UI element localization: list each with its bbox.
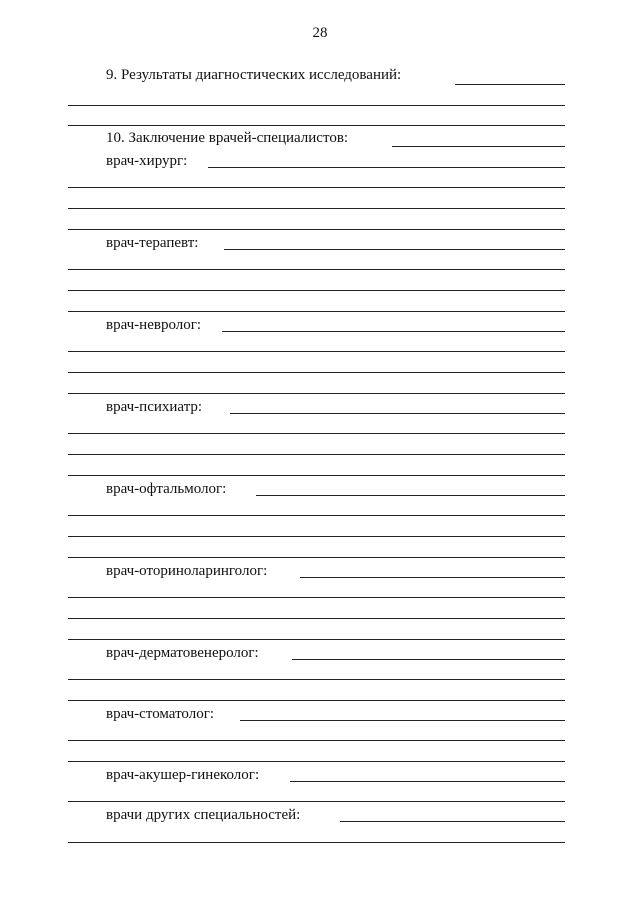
- psychiatrist-line[interactable]: [68, 475, 565, 476]
- psychiatrist-line[interactable]: [68, 433, 565, 434]
- ophthalmologist-line[interactable]: [256, 495, 565, 496]
- ophthalmologist-line[interactable]: [68, 536, 565, 537]
- surgeon-line[interactable]: [68, 187, 565, 188]
- section-10-line[interactable]: [392, 146, 565, 147]
- surgeon-line[interactable]: [68, 229, 565, 230]
- ophthalmologist-line[interactable]: [68, 557, 565, 558]
- dentist-line[interactable]: [240, 720, 565, 721]
- section-9-title: 9. Результаты диагностических исследований:: [106, 67, 402, 83]
- section-10-title: 10. Заключение врачей-специалистов:: [106, 130, 349, 146]
- dentist-line[interactable]: [68, 761, 565, 762]
- otorhinolaryngologist-line[interactable]: [300, 577, 565, 578]
- surgeon-line[interactable]: [68, 208, 565, 209]
- therapist-label: врач-терапевт:: [106, 235, 199, 251]
- otorhinolaryngologist-line[interactable]: [68, 639, 565, 640]
- dermatovenerologist-line[interactable]: [68, 679, 565, 680]
- neurologist-label: врач-невролог:: [106, 317, 202, 333]
- ophthalmologist-line[interactable]: [68, 515, 565, 516]
- obstetrician-gynecologist-label: врач-акушер-гинеколог:: [106, 767, 260, 783]
- dermatovenerologist-line[interactable]: [68, 700, 565, 701]
- therapist-line[interactable]: [224, 249, 565, 250]
- dermatovenerologist-line[interactable]: [292, 659, 565, 660]
- otorhinolaryngologist-line[interactable]: [68, 618, 565, 619]
- neurologist-line[interactable]: [68, 351, 565, 352]
- dentist-line[interactable]: [68, 740, 565, 741]
- other-specialists-line[interactable]: [68, 842, 565, 843]
- section-9-line[interactable]: [68, 125, 565, 126]
- neurologist-line[interactable]: [68, 393, 565, 394]
- psychiatrist-line[interactable]: [68, 454, 565, 455]
- surgeon-label: врач-хирург:: [106, 153, 188, 169]
- therapist-line[interactable]: [68, 311, 565, 312]
- dentist-label: врач-стоматолог:: [106, 706, 215, 722]
- dermatovenerologist-label: врач-дерматовенеролог:: [106, 645, 259, 661]
- obstetrician-gynecologist-line[interactable]: [290, 781, 565, 782]
- neurologist-line[interactable]: [68, 372, 565, 373]
- neurologist-line[interactable]: [222, 331, 565, 332]
- other-specialists-line[interactable]: [340, 821, 565, 822]
- therapist-line[interactable]: [68, 269, 565, 270]
- obstetrician-gynecologist-line[interactable]: [68, 801, 565, 802]
- psychiatrist-line[interactable]: [230, 413, 565, 414]
- otorhinolaryngologist-line[interactable]: [68, 597, 565, 598]
- therapist-line[interactable]: [68, 290, 565, 291]
- psychiatrist-label: врач-психиатр:: [106, 399, 203, 415]
- otorhinolaryngologist-label: врач-оториноларинголог:: [106, 563, 268, 579]
- surgeon-line[interactable]: [208, 167, 565, 168]
- section-9-line[interactable]: [455, 84, 565, 85]
- other-specialists-label: врачи других специальностей:: [106, 807, 301, 823]
- ophthalmologist-label: врач-офтальмолог:: [106, 481, 227, 497]
- page-number: 28: [312, 25, 328, 41]
- section-9-line[interactable]: [68, 105, 565, 106]
